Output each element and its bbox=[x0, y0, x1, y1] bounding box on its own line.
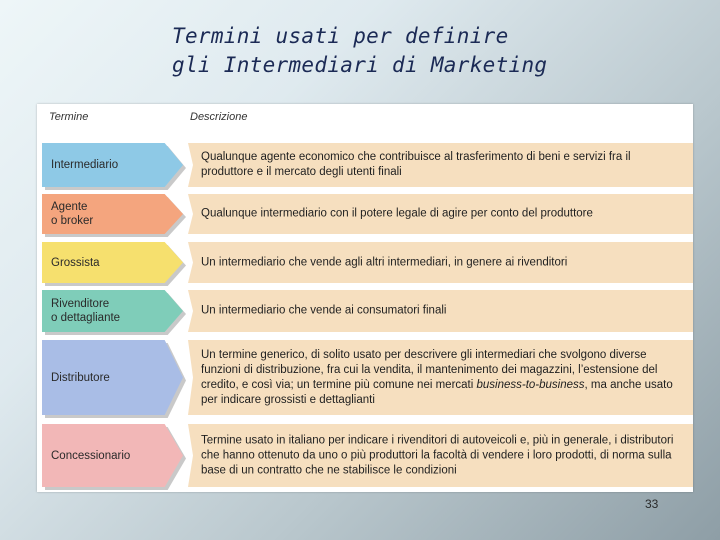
slide-title-line-2: gli Intermediari di Marketing bbox=[172, 53, 548, 77]
slide-title bbox=[172, 22, 547, 80]
column-header-term: Termine bbox=[49, 111, 89, 123]
terms-table bbox=[37, 104, 693, 492]
description-text: Un intermediario che vende agli altri intermediari, in genere ai rivenditori bbox=[201, 256, 568, 268]
table-row bbox=[37, 143, 693, 187]
term-label: Intermediario bbox=[51, 159, 119, 171]
term-label: Distributore bbox=[51, 371, 110, 384]
page-number: 33 bbox=[645, 497, 659, 511]
term-label: Agente o broker bbox=[51, 201, 94, 227]
description-text: Qualunque intermediario con il potere legale di agire per conto del produttore bbox=[201, 207, 593, 220]
description-text: Termine usato in italiano per indicare i rivenditori di autoveicoli e, più in generale, i distributori che hanno ottenuto da uno o più produttori la facoltà di vendere i loro prodotti, di norma sulla base di un contratto che ne stabilisce le condizioni bbox=[201, 434, 674, 476]
slide-title-line-1: Termini usati per definire bbox=[172, 24, 509, 48]
description-text: Un termine generico, di solito usato per descrivere gli intermediari che svolgono diverse funzioni di distribuzione, fra cui la vendita, il mantenimento dei magazzini, l’estensione del credito, e così via; un termine più comune nei mercati business-to-business, ma anche usato per indicare grossisti e dettaglianti bbox=[201, 348, 673, 406]
table-row bbox=[37, 194, 693, 234]
table-row bbox=[37, 290, 693, 332]
table-row bbox=[37, 242, 693, 283]
description-text: Un intermediario che vende ai consumatori finali bbox=[201, 304, 447, 317]
table-row bbox=[37, 340, 693, 415]
term-label: Rivenditore o dettagliante bbox=[51, 298, 121, 324]
table-row bbox=[37, 424, 693, 487]
column-header-description: Descrizione bbox=[190, 111, 248, 123]
term-label: Grossista bbox=[51, 256, 100, 269]
term-label: Concessionario bbox=[51, 449, 131, 462]
description-text: Qualunque agente economico che contribuisce al trasferimento di beni e servizi fra il produttore e il mercato degli utenti finali bbox=[201, 151, 631, 178]
